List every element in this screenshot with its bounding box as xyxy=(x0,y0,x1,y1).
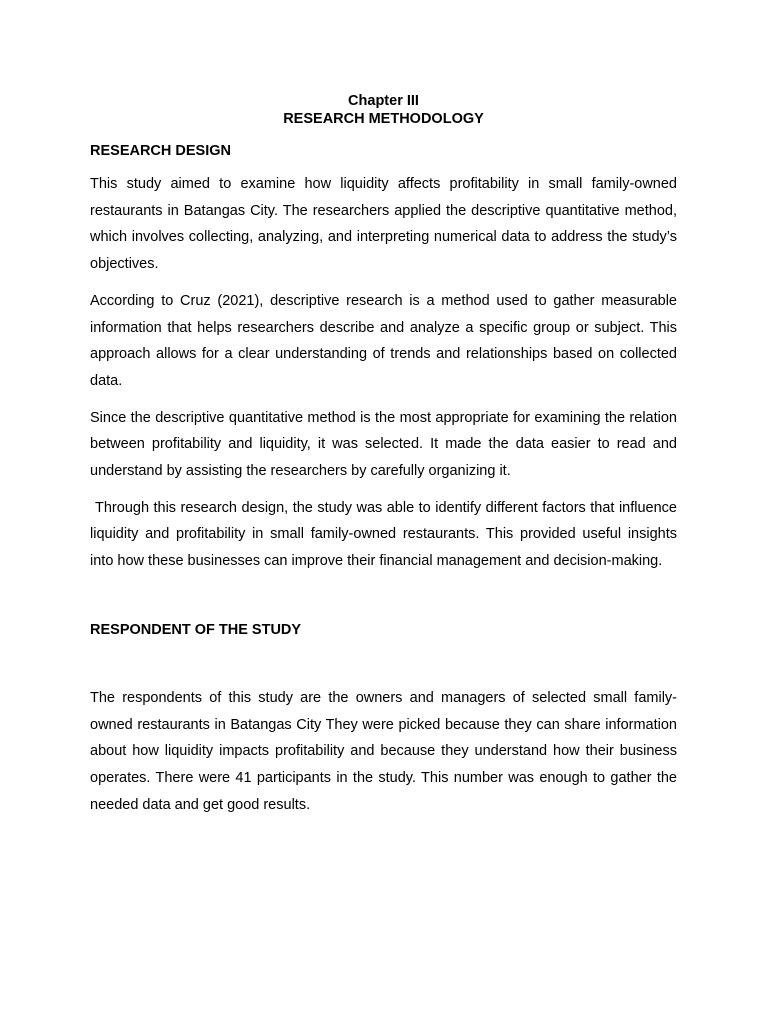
chapter-title: RESEARCH METHODOLOGY xyxy=(283,111,484,127)
paragraph: This study aimed to examine how liquidity affects profitability in small family-owned restaurants in Batangas City. The researchers applied the descriptive quantitative method, which involves collecting, analyzing, and interpreting numerical data to address the study’s objectives. xyxy=(90,176,677,273)
paragraph: The respondents of this study are the owners and managers of selected small family-owned restaurants in Batangas City They were picked because they can share information about how liquidity impacts profitability and because they understand how their business operates. There were 41 participants in the study. This number was enough to gather the needed data and get good results. xyxy=(90,689,677,813)
section-heading-respondent: RESPONDENT OF THE STUDY xyxy=(90,621,302,638)
paragraph: Through this research design, the study was able to identify different factors that influence liquidity and profitability in small family-owned restaurants. This provided useful insights into how these businesses can improve their financial management and decision-making. xyxy=(90,499,677,570)
paragraph: Since the descriptive quantitative method is the most appropriate for examining the relation between profitability and liquidity, it was selected. It made the data easier to read and understand by assisting the researchers by carefully organizing it. xyxy=(90,409,677,480)
document-page xyxy=(90,92,677,818)
section-heading-research-design: RESEARCH DESIGN xyxy=(90,143,231,159)
chapter-number: Chapter III xyxy=(348,93,419,109)
paragraph: According to Cruz (2021), descriptive research is a method used to gather measurable information that helps researchers describe and analyze a specific group or subject. This approach allows for a clear understanding of trends and relationships based on collected data. xyxy=(90,292,677,389)
